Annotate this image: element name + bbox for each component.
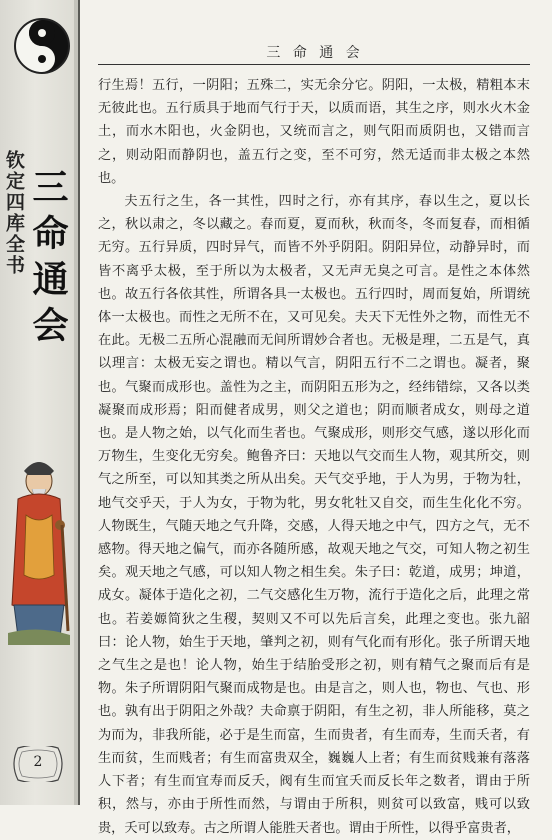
series-title: 钦定四库全书 bbox=[3, 150, 25, 276]
longevity-god-figure-icon bbox=[4, 455, 74, 645]
sidebar bbox=[0, 0, 80, 805]
page-number: 2 bbox=[33, 754, 43, 770]
book-title: 三命通会 bbox=[27, 168, 69, 352]
yin-yang-icon bbox=[14, 18, 70, 74]
paragraph-2: 夫五行之生，各一其性，四时之行，亦有其序，春以生之，夏以长之，秋以肃之，冬以藏之。春而夏，夏而秋，秋而冬，冬而复春，而相循无穷。五行异质，四时异气，而皆不外乎阴阳。阴阳异位，动静异时，而皆不离乎太极，至于所以为太极者，又无声无臭之可言。是性之本体然也。故五行各依其性，所谓各具一太极也。五行四时，周而复始，所谓统体一太极也。而性之无所不在，又可见矣。夫天下无性外之物，而性无不在此。无极二五所心混融而无间所谓妙合者也。无极是理，二五是气，真以理言：太极无妄之谓也。精以气言，阴阳五行不二之谓也。凝者，聚也。气聚而成形也。盖性为之主，而阴阳五形为之，经纬错综，又各以类凝聚而成形焉；阳而健者成男，则父之道也；阴而顺者成女，则母之道也。是人物之始，以气化而生者也。气聚成形，则形交气感，遂以形化而万物生，生变化无穷矣。鲍鲁齐曰：天地以气交而生人物，观其所交，则气之所至，可以知其类之所从出矣。天气交乎地，于人为男，于物为牡，地气交乎天，于人为女，于物为牝，男女牝牡又自交，而生生化化不穷。人物既生，气随天地之气升降，交感，人得天地之中气，四方之气，无不感物。得天地之偏气，而亦各随所感，故观天地之气交，可知人物之初生矣。观天地之气感，可以知人物之相生矣。朱子曰：乾道，成男；坤道，成女。凝体于造化之初，二气交感化生万物，流行于造化之后，此理之常也。若姜嫄简狄之生稷，契则又不可以先后言矣，此理之变也。张九韶曰：论人物，始生于天地，肇判之初，则有气化而有形化。张子所谓天地之气生之是也！论人物，始生于结胎受形之初，则有精气之聚而后有是物。朱子所谓阴阳气聚而成物是也。由是言之，则人也，物也、气也、形也。孰有出于阴阳之外哉？夫命禀于阴阳，有生之初，非人所能移，莫之为而为，非我所能，必于是生而富，生而贵者，有生而寿，生而夭者，有生而贫，生而贱者；有生而富贵双全，巍巍人上者；有生而贫贱兼有落落人下者；有生而宜寿而反夭，阀有生而宜夭而反长年之数者，谓由于所积，然与，亦由于所性而然，与谓由于所积，则贫可以致富，贱可以致贵，夭可以致寿。古之所谓人能胜天者也。谓由于所性，以得乎富贵者， bbox=[98, 194, 530, 836]
header-rule bbox=[98, 64, 530, 65]
paragraph-1: 行生焉！五行，一阴阳；五殊二，实无余分它。阴阳，一太极，精粗本末无彼此也。五行质具于地而气行于天，以质而语，其生之序，则水火木金土，而水木阳也，火金阴也，又统而言之，则气阳而质阴也，又错而言之，则动阳而静阴也，盖五行之变，至不可穷，然无适而非太极之本然也。 bbox=[98, 78, 530, 186]
body-text bbox=[98, 74, 530, 840]
running-header: 三 命 通 会 bbox=[266, 45, 364, 61]
